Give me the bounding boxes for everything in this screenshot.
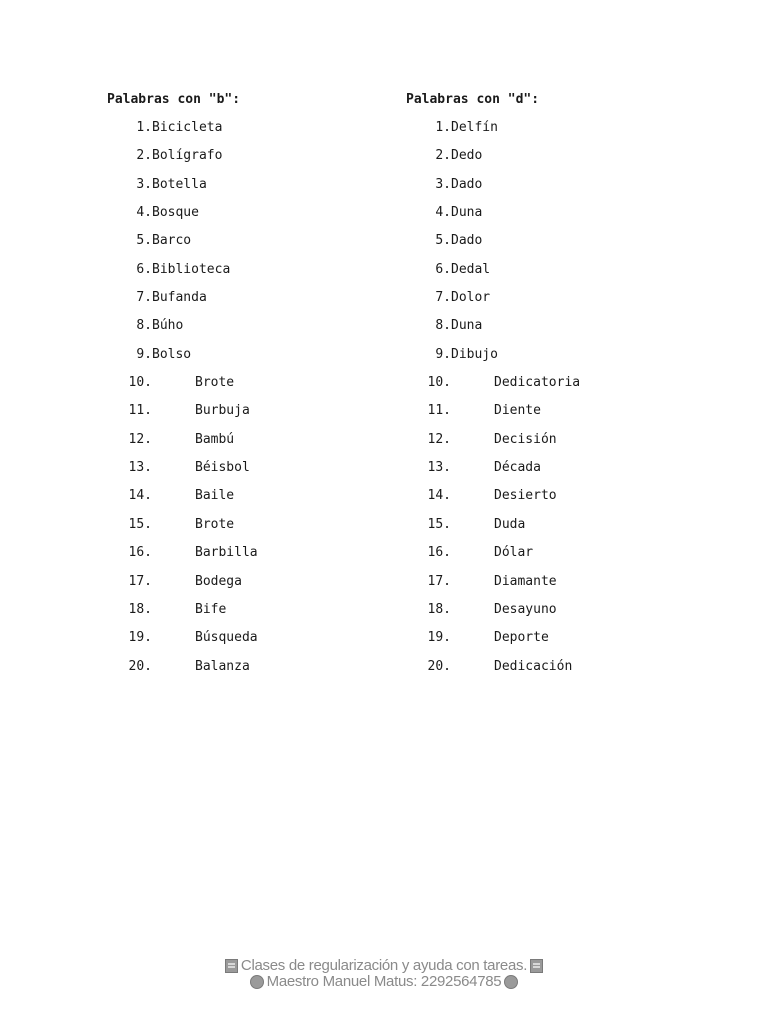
list-item: [107, 515, 407, 543]
list-item: [107, 146, 407, 174]
item-number: 10.: [427, 375, 451, 391]
list-item: [406, 401, 706, 429]
list-item: [107, 657, 407, 685]
item-number: 9.: [435, 346, 451, 362]
notebook-icon: [225, 959, 238, 973]
list-item: [406, 515, 706, 543]
item-word: Brote: [195, 375, 235, 391]
list-item: [406, 628, 706, 656]
list-item: [107, 118, 407, 146]
list-item: [107, 572, 407, 600]
item-number: 12.: [128, 431, 152, 447]
list-item: [107, 316, 407, 344]
item-number: 5.: [136, 233, 152, 249]
list-item: [406, 118, 706, 146]
item-number: 14.: [427, 488, 451, 504]
list-item: [406, 572, 706, 600]
list-item: [107, 288, 407, 316]
item-word: Barbilla: [195, 545, 258, 561]
list-item: [406, 146, 706, 174]
list-item: [406, 316, 706, 344]
item-word: Brote: [195, 516, 235, 532]
list-item: [406, 543, 706, 571]
list-item: [406, 345, 706, 373]
item-word: Dibujo: [451, 346, 498, 362]
column-palabras-d: [406, 90, 706, 685]
item-number: 7.: [136, 290, 152, 306]
item-word: Bolígrafo: [152, 148, 223, 164]
item-word: Duda: [494, 516, 526, 532]
list-item: [107, 430, 407, 458]
item-number: 3.: [136, 176, 152, 192]
list-item: [107, 203, 407, 231]
item-number: 15.: [427, 516, 451, 532]
item-word: Decisión: [494, 431, 557, 447]
item-number: 14.: [128, 488, 152, 504]
item-word: Botella: [152, 176, 207, 192]
item-word: Bufanda: [152, 290, 207, 306]
item-word: Desayuno: [494, 601, 557, 617]
item-number: 2.: [136, 148, 152, 164]
item-word: Bolso: [152, 346, 192, 362]
item-word: Diente: [494, 403, 541, 419]
item-word: Dólar: [494, 545, 534, 561]
item-number: 17.: [128, 573, 152, 589]
footer-line-2: [0, 974, 768, 990]
item-number: 20.: [427, 658, 451, 674]
item-word: Delfín: [451, 120, 498, 135]
item-number: 13.: [128, 460, 152, 476]
item-number: 19.: [427, 630, 451, 646]
list-item: [406, 231, 706, 259]
item-word: Dolor: [451, 290, 491, 306]
item-number: 12.: [427, 431, 451, 447]
list-item: [406, 657, 706, 685]
item-number: 6.: [435, 261, 451, 277]
item-word: Barco: [152, 233, 192, 249]
item-number: 5.: [435, 233, 451, 249]
column-palabras-b: [107, 90, 407, 685]
item-word: Dedicatoria: [494, 375, 581, 391]
list-item: [107, 373, 407, 401]
item-number: 11.: [427, 403, 451, 419]
item-number: 4.: [435, 205, 451, 221]
list-item: [107, 260, 407, 288]
item-number: 20.: [128, 658, 152, 674]
list-item: [107, 401, 407, 429]
item-word: Dedo: [451, 148, 483, 164]
item-word: Duna: [451, 205, 483, 221]
item-number: 19.: [128, 630, 152, 646]
list-item: [107, 628, 407, 656]
item-number: 16.: [128, 545, 152, 561]
list-item: [107, 600, 407, 628]
list-item: [406, 288, 706, 316]
seal-icon: [504, 975, 518, 989]
item-number: 8.: [435, 318, 451, 334]
item-number: 4.: [136, 205, 152, 221]
item-number: 6.: [136, 261, 152, 277]
list-item: [406, 175, 706, 203]
list-item: [406, 600, 706, 628]
item-word: Bambú: [195, 431, 235, 447]
item-word: Diamante: [494, 573, 557, 589]
item-word: Búsqueda: [195, 630, 258, 646]
word-list-b: [107, 118, 407, 685]
item-number: 13.: [427, 460, 451, 476]
item-number: 2.: [435, 148, 451, 164]
list-item: [107, 231, 407, 259]
item-number: 8.: [136, 318, 152, 334]
item-number: 17.: [427, 573, 451, 589]
item-word: Béisbol: [195, 460, 250, 476]
item-number: 16.: [427, 545, 451, 561]
list-item: [406, 486, 706, 514]
list-item: [107, 345, 407, 373]
item-word: Duna: [451, 318, 483, 334]
list-item: [107, 458, 407, 486]
list-item: [107, 543, 407, 571]
list-item: [107, 486, 407, 514]
list-item: [406, 260, 706, 288]
item-word: Bodega: [195, 573, 242, 589]
column-heading: Palabras con "b":: [107, 92, 241, 107]
item-number: 9.: [136, 346, 152, 362]
item-word: Biblioteca: [152, 261, 231, 277]
word-list-d: [406, 118, 706, 685]
footer-line-1: [0, 958, 768, 974]
list-item: [406, 203, 706, 231]
item-number: 11.: [128, 403, 152, 419]
item-word: Deporte: [494, 630, 549, 646]
footer-watermark: [0, 958, 768, 990]
item-number: 7.: [435, 290, 451, 306]
notebook-icon: [530, 959, 543, 973]
footer-classes-text: Clases de regularización y ayuda con tareas.: [240, 957, 528, 974]
column-heading: Palabras con "d":: [406, 92, 540, 107]
item-number: 3.: [435, 176, 451, 192]
item-number: 1.: [435, 120, 451, 135]
item-word: Desierto: [494, 488, 557, 504]
item-number: 18.: [128, 601, 152, 617]
item-word: Baile: [195, 488, 235, 504]
item-number: 18.: [427, 601, 451, 617]
item-word: Bicicleta: [152, 120, 223, 135]
item-word: Dedicación: [494, 658, 573, 674]
item-word: Dedal: [451, 261, 491, 277]
item-word: Dado: [451, 176, 483, 192]
item-word: Balanza: [195, 658, 250, 674]
seal-icon: [250, 975, 264, 989]
item-word: Dado: [451, 233, 483, 249]
list-item: [406, 458, 706, 486]
list-item: [406, 373, 706, 401]
item-number: 1.: [136, 120, 152, 135]
item-word: Burbuja: [195, 403, 250, 419]
item-number: 10.: [128, 375, 152, 391]
footer-contact-text: Maestro Manuel Matus: 2292564785: [266, 973, 502, 990]
item-number: 15.: [128, 516, 152, 532]
item-word: Búho: [152, 318, 184, 334]
item-word: Bosque: [152, 205, 199, 221]
item-word: Bife: [195, 601, 227, 617]
list-item: [107, 175, 407, 203]
list-item: [406, 430, 706, 458]
item-word: Década: [494, 460, 541, 476]
